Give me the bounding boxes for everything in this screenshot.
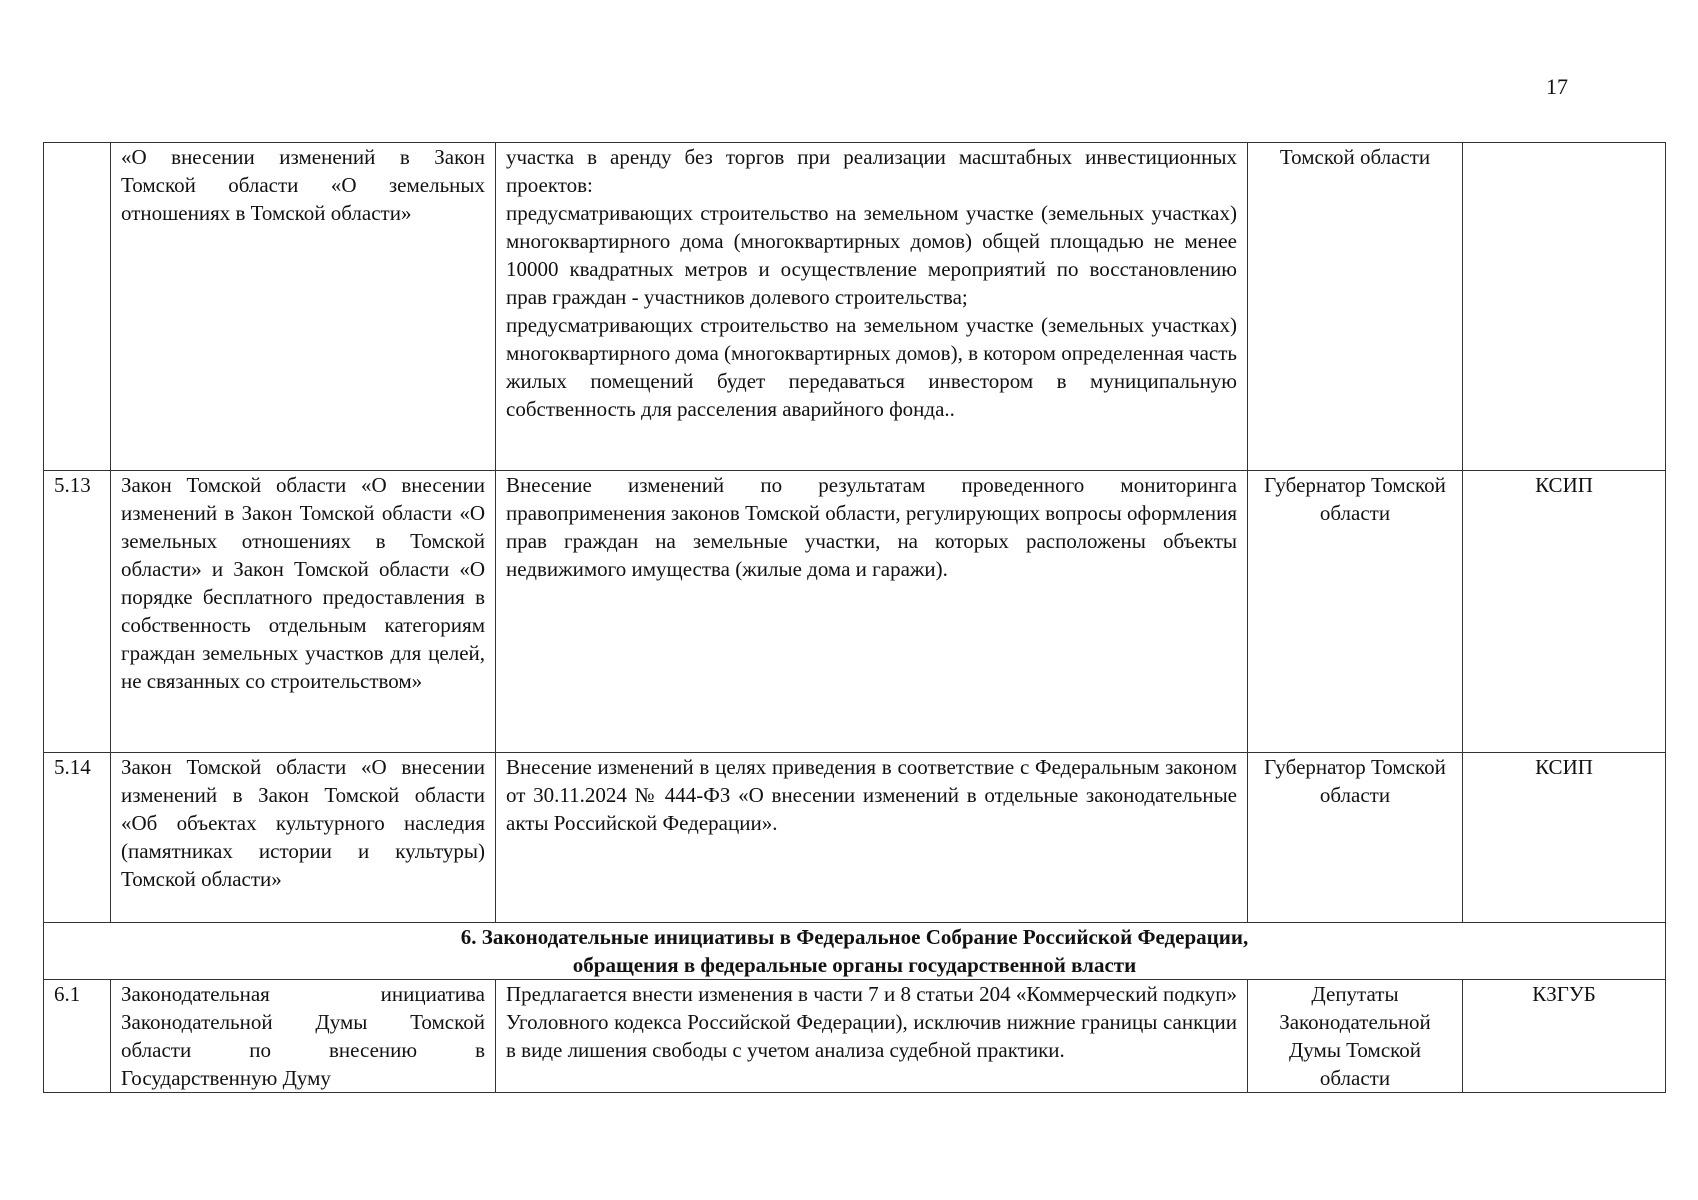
content-paragraph: предусматривающих строительство на земельном участке (земельных участках) многоквартирного дома (многоквартирных домов), в котором определенная часть жилых помещений будет передаваться инвестором в муниципальную собственность для расселения аварийного фонда..	[506, 313, 1237, 421]
responsible-party: Губернатор Томской области	[1248, 471, 1463, 753]
section-heading-line: 6. Законодательные инициативы в Федеральное Собрание Российской Федерации,	[460, 925, 1249, 949]
table-row	[44, 471, 1666, 753]
row-number	[44, 143, 111, 471]
committee	[1463, 143, 1666, 471]
committee: КСИП	[1463, 753, 1666, 923]
table-row	[44, 980, 1666, 1093]
row-number: 6.1	[44, 980, 111, 1093]
row-number: 5.13	[44, 471, 111, 753]
page-number: 17	[1546, 74, 1568, 99]
committee: КЗГУБ	[1463, 980, 1666, 1093]
content-paragraph: Внесение изменений по результатам проведенного мониторинга правоприменения законов Томской области, регулирующих вопросы оформления прав граждан на земельные участки, на которых расположены объекты недвижимого имущества (жилые дома и гаражи).	[506, 473, 1237, 581]
document-content	[496, 471, 1248, 753]
document-title: «О внесении изменений в Закон Томской области «О земельных отношениях в Томской области»	[111, 143, 496, 471]
responsible-party: Томской области	[1248, 143, 1463, 471]
section-heading-row	[44, 923, 1666, 980]
table-row	[44, 143, 1666, 471]
document-content: Предлагается внести изменения в части 7 и 8 статьи 204 «Коммерческий подкуп» Уголовного кодекса Российской Федерации), исключив нижние границы санкции в виде лишения свободы с учетом анализа судебной практики.	[496, 980, 1248, 1093]
row-number: 5.14	[44, 753, 111, 923]
table-row	[44, 753, 1666, 923]
plan-table	[43, 142, 1666, 1093]
committee: КСИП	[1463, 471, 1666, 753]
document-title: Закон Томской области «О внесении изменений в Закон Томской области «Об объектах культурного наследия (памятниках истории и культуры) Томской области»	[111, 753, 496, 923]
document-content	[496, 753, 1248, 923]
document-title: Закон Томской области «О внесении изменений в Закон Томской области «О земельных отношениях в Томской области» и Закон Томской области «О порядке бесплатного предоставления в собственность отдельным категориям граждан земельных участков для целей, не связанных со строительством»	[111, 471, 496, 753]
section-heading-line: обращения в федеральные органы государственной власти	[572, 953, 1137, 977]
content-paragraph: предусматривающих строительство на земельном участке (земельных участках) многоквартирного дома (многоквартирных домов) общей площадью не менее 10000 квадратных метров и осуществление мероприятий по восстановлению прав граждан - участников долевого строительства;	[506, 201, 1237, 309]
document-title: Законодательная инициатива Законодательной Думы Томской области по внесению в Государственную Думу	[111, 980, 496, 1093]
responsible-party: Депутаты Законодательной Думы Томской области	[1248, 980, 1463, 1093]
content-paragraph: участка в аренду без торгов при реализации масштабных инвестиционных проектов:	[506, 145, 1237, 197]
content-paragraph: Внесение изменений в целях приведения в соответствие с Федеральным законом от 30.11.2024 № 444-ФЗ «О внесении изменений в отдельные законодательные акты Российской Федерации».	[506, 755, 1237, 835]
responsible-party: Губернатор Томской области	[1248, 753, 1463, 923]
section-heading	[44, 923, 1666, 980]
document-content	[496, 143, 1248, 471]
